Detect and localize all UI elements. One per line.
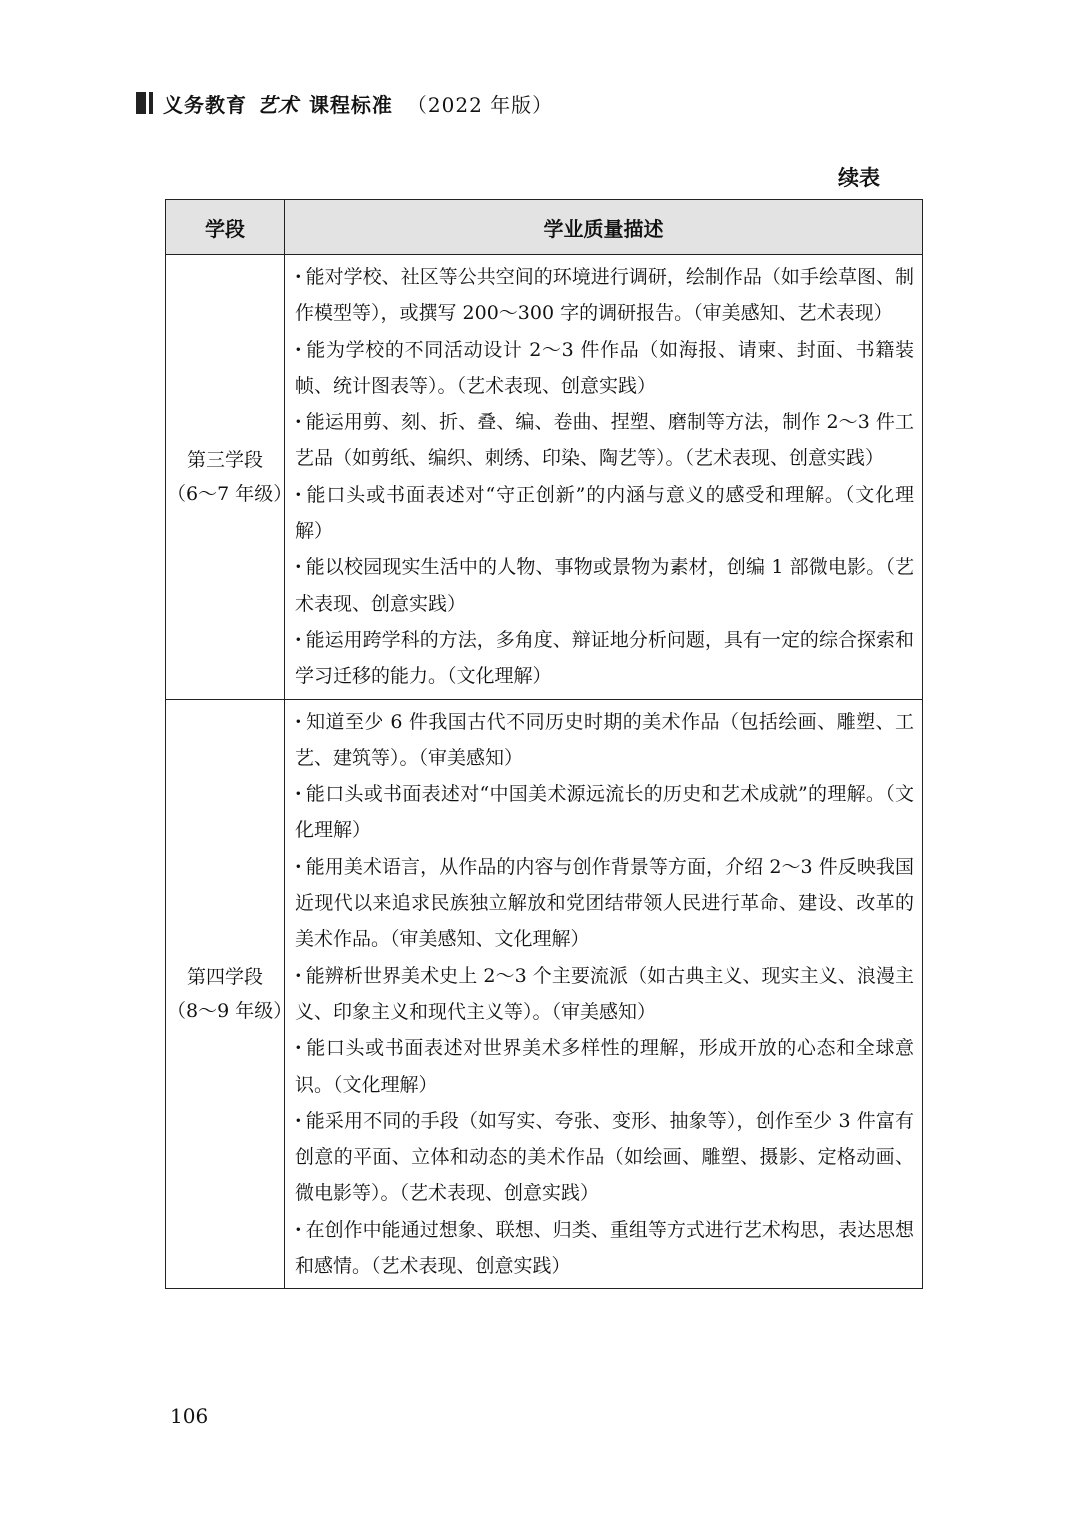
continued-label: 续表 — [838, 166, 880, 190]
page-number: 106 — [170, 1404, 209, 1428]
list-item: · 能对学校、社区等公共空间的环境进行调研，绘制作品（如手绘草图、制作模型等），或撰写 200～300 字的调研报告。（审美感知、艺术表现） — [295, 259, 914, 332]
header-stage: 学段 — [166, 200, 285, 255]
list-item: · 能运用跨学科的方法，多角度、辩证地分析问题，具有一定的综合探索和学习迁移的能力。（文化理解） — [295, 622, 914, 695]
header-description: 学业质量描述 — [285, 200, 923, 255]
table-row — [166, 699, 923, 1289]
stage-grades: （6～7 年级） — [167, 482, 293, 505]
table-header-row — [166, 200, 923, 255]
header-title: 义务教育 艺术 课程标准 （2022 年版） — [163, 92, 554, 117]
description-cell — [285, 699, 923, 1289]
stage-name: 第三学段 — [186, 448, 263, 471]
list-item: · 能辨析世界美术史上 2～3 个主要流派（如古典主义、现实主义、浪漫主义、印象主义和现代主义等）。（审美感知） — [295, 958, 914, 1031]
list-item: · 能口头或书面表述对“守正创新”的内涵与意义的感受和理解。（文化理解） — [295, 477, 914, 550]
stage-cell — [166, 699, 293, 1289]
list-item: · 在创作中能通过想象、联想、归类、重组等方式进行艺术构思，表达思想和感情。（艺术表现、创意实践） — [295, 1212, 914, 1285]
list-item: · 能口头或书面表述对世界美术多样性的理解，形成开放的心态和全球意识。（文化理解） — [295, 1030, 914, 1103]
list-item: · 能为学校的不同活动设计 2～3 件作品（如海报、请柬、封面、书籍装帧、统计图表等）。（艺术表现、创意实践） — [295, 332, 914, 405]
list-item: · 能口头或书面表述对“中国美术源远流长的历史和艺术成就”的理解。（文化理解） — [295, 776, 914, 849]
list-item: · 知道至少 6 件我国古代不同历史时期的美术作品（包括绘画、雕塑、工艺、建筑等）。（审美感知） — [295, 704, 914, 777]
stage-grades: （8～9 年级） — [167, 999, 293, 1022]
list-item: · 能以校园现实生活中的人物、事物或景物为素材，创编 1 部微电影。（艺术表现、创意实践） — [295, 549, 914, 622]
list-item: · 能运用剪、刻、折、叠、编、卷曲、捏塑、磨制等方法，制作 2～3 件工艺品（如剪纸、编织、刺绣、印染、陶艺等）。（艺术表现、创意实践） — [295, 404, 914, 477]
quality-table — [165, 199, 923, 1289]
list-item: · 能采用不同的手段（如写实、夸张、变形、抽象等），创作至少 3 件富有创意的平面、立体和动态的美术作品（如绘画、雕塑、摄影、定格动画、微电影等）。（艺术表现、创意实践） — [295, 1103, 914, 1212]
stage-cell — [166, 255, 293, 700]
list-item: · 能用美术语言，从作品的内容与创作背景等方面，介绍 2～3 件反映我国近现代以来追求民族独立解放和党团结带领人民进行革命、建设、改革的美术作品。（审美感知、文化理解） — [295, 849, 914, 958]
description-cell — [285, 255, 923, 700]
running-header — [136, 88, 553, 118]
table-row — [166, 255, 923, 700]
stage-name: 第四学段 — [186, 965, 263, 988]
header-bars-icon — [136, 92, 153, 114]
